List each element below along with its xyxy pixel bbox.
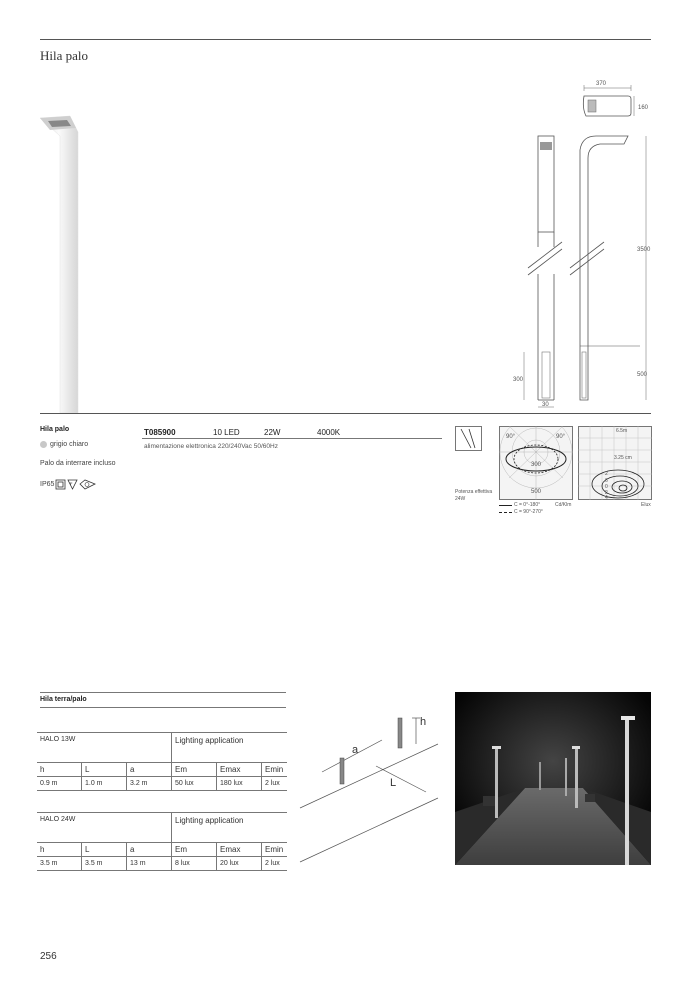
isolux-value-4: 2 bbox=[605, 490, 608, 496]
table2-col-emin: Emin bbox=[265, 845, 284, 854]
product-power: 22W bbox=[264, 428, 281, 437]
table1-cell: 2 lux bbox=[265, 780, 280, 787]
page-title: Hila palo bbox=[40, 48, 89, 63]
spec-rule bbox=[142, 438, 442, 439]
isolux-value-3: 0 bbox=[605, 484, 608, 490]
polar-ring2: 500 bbox=[531, 489, 542, 495]
application-rule-2 bbox=[40, 707, 286, 708]
table1-col-emin: Emin bbox=[265, 765, 284, 774]
isolux-diagram bbox=[578, 426, 652, 500]
dim-width: 370 bbox=[596, 81, 607, 87]
table2-cell: 2 lux bbox=[265, 860, 280, 867]
application-table-1 bbox=[37, 732, 287, 791]
polar-legend1: C = 0°-180° bbox=[514, 502, 541, 508]
product-note: Palo da interrare incluso bbox=[40, 460, 116, 467]
svg-text:F: F bbox=[70, 481, 73, 486]
potenza-value: 24W bbox=[455, 496, 466, 502]
product-code: T085900 bbox=[144, 428, 176, 437]
potenza-label: Potenza effettiva bbox=[455, 489, 493, 495]
certification-icons bbox=[55, 479, 100, 490]
table2-col-a: a bbox=[127, 843, 172, 857]
polar-unit: Cd/Klm bbox=[555, 502, 572, 508]
table2-cell: 13 m bbox=[127, 857, 172, 871]
table2-cell: 3.5 m bbox=[82, 857, 127, 871]
page-number: 256 bbox=[40, 951, 57, 962]
color-swatch bbox=[40, 441, 47, 448]
application-title: Hila terra/palo bbox=[40, 696, 87, 703]
table2-col-L: L bbox=[82, 843, 127, 857]
isolux-value-5: 4 bbox=[605, 495, 608, 501]
beam-icon bbox=[455, 426, 483, 452]
product-supply: alimentazione elettronica 220/240Vac 50/60Hz bbox=[144, 443, 278, 450]
table1-col-em: Em bbox=[172, 763, 217, 777]
dim-buried: 500 bbox=[637, 372, 648, 378]
application-rule bbox=[40, 692, 286, 693]
polar-right-angle: 90° bbox=[556, 434, 566, 440]
table2-cell: 8 lux bbox=[172, 857, 217, 871]
isolux-value-1: 2 bbox=[605, 471, 608, 477]
legend1-line bbox=[499, 505, 512, 506]
diagram-label-L: L bbox=[390, 777, 397, 789]
dim-pole-height: 3500 bbox=[637, 247, 651, 253]
table1-cell: 180 lux bbox=[217, 777, 262, 791]
table1-name: HALO 13W bbox=[37, 733, 172, 763]
table1-col-a: a bbox=[127, 763, 172, 777]
isolux-mid-label: 3.25 cm bbox=[614, 455, 632, 461]
product-name: Hila palo bbox=[40, 426, 70, 433]
table2-col-h: h bbox=[37, 843, 82, 857]
table1-cell: 3.2 m bbox=[127, 777, 172, 791]
isolux-top-label: 6.5m bbox=[616, 428, 628, 434]
section-rule bbox=[40, 413, 651, 414]
table2-name: HALO 24W bbox=[37, 813, 172, 843]
application-photo bbox=[455, 692, 651, 865]
ip-rating: IP65 bbox=[40, 481, 55, 488]
isolux-value-2: 6 bbox=[605, 478, 608, 484]
polar-ring1: 300 bbox=[531, 462, 542, 468]
table2-header: Lighting application bbox=[175, 816, 244, 825]
product-image bbox=[36, 108, 86, 413]
product-leds: 10 LED bbox=[213, 428, 240, 437]
table1-col-h: h bbox=[37, 763, 82, 777]
polar-left-angle: 90° bbox=[506, 434, 516, 440]
legend2-line bbox=[499, 512, 512, 513]
polar-legend2: C = 90°-270° bbox=[514, 509, 543, 515]
table1-cell: 0.9 m bbox=[37, 777, 82, 791]
table1-col-emax: Emax bbox=[217, 763, 262, 777]
table2-cell: 20 lux bbox=[217, 857, 262, 871]
top-rule bbox=[40, 39, 651, 40]
application-table-2 bbox=[37, 812, 287, 871]
table1-cell: 50 lux bbox=[172, 777, 217, 791]
table1-cell: 1.0 m bbox=[82, 777, 127, 791]
head-top-drawing bbox=[560, 78, 655, 123]
table1-header: Lighting application bbox=[175, 736, 244, 745]
product-temp: 4000K bbox=[317, 428, 341, 437]
dim-height: 160 bbox=[638, 105, 649, 111]
pole-drawing bbox=[500, 130, 660, 410]
table2-col-emax: Emax bbox=[217, 843, 262, 857]
dim-base-depth: 300 bbox=[513, 377, 524, 383]
diagram-label-h: h bbox=[420, 716, 427, 728]
table2-col-em: Em bbox=[172, 843, 217, 857]
color-label: grigio chiaro bbox=[50, 441, 89, 448]
night-path-illustration bbox=[455, 692, 651, 865]
isolux-unit: Elux bbox=[641, 502, 651, 508]
table2-cell: 3.5 m bbox=[37, 857, 82, 871]
table1-col-L: L bbox=[82, 763, 127, 777]
diagram-label-a: a bbox=[352, 744, 359, 756]
dim-base-width: 30 bbox=[542, 402, 549, 408]
